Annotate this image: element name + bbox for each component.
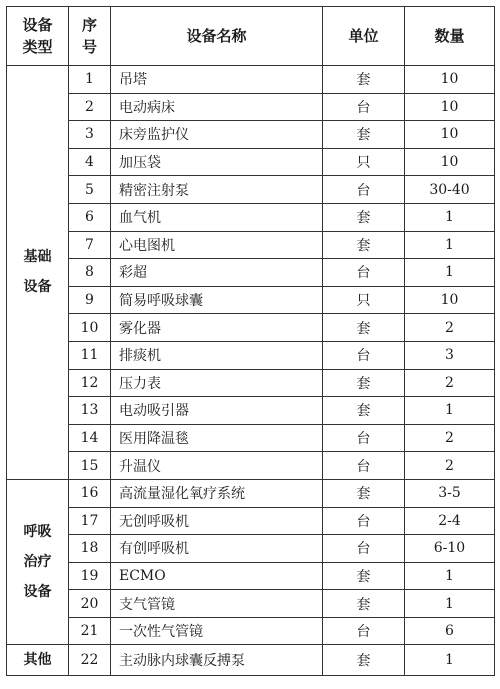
table-row	[7, 148, 495, 176]
table-row	[7, 424, 495, 452]
quantity-cell: 6-10	[405, 535, 495, 563]
quantity-cell: 2	[405, 369, 495, 397]
unit-cell: 套	[323, 479, 405, 507]
header-row	[7, 7, 495, 66]
quantity-cell: 1	[405, 231, 495, 259]
name-cell: 有创呼吸机	[111, 535, 323, 563]
unit-cell: 台	[323, 176, 405, 204]
quantity-cell: 6	[405, 617, 495, 645]
quantity-cell: 10	[405, 66, 495, 94]
unit-cell: 套	[323, 397, 405, 425]
name-cell: 心电图机	[111, 231, 323, 259]
quantity-cell: 30-40	[405, 176, 495, 204]
header-equipment-type	[7, 7, 69, 66]
seq-cell: 10	[69, 314, 111, 342]
name-cell: 床旁监护仪	[111, 121, 323, 149]
header-serial-number	[69, 7, 111, 66]
table-row	[7, 66, 495, 94]
quantity-cell: 3-5	[405, 479, 495, 507]
name-cell: ECMO	[111, 562, 323, 590]
category-label-line: 设备	[23, 584, 52, 601]
quantity-cell: 10	[405, 121, 495, 149]
name-cell: 排痰机	[111, 341, 323, 369]
quantity-cell: 2	[405, 314, 495, 342]
header-equipment-name: 设备名称	[111, 7, 323, 66]
name-cell: 支气管镜	[111, 590, 323, 618]
unit-cell: 只	[323, 286, 405, 314]
name-cell: 高流量湿化氧疗系统	[111, 479, 323, 507]
category-cell	[7, 66, 69, 480]
category-cell	[7, 479, 69, 645]
seq-cell: 14	[69, 424, 111, 452]
seq-cell: 3	[69, 121, 111, 149]
category-label-line: 呼吸	[23, 524, 52, 541]
name-cell: 无创呼吸机	[111, 507, 323, 535]
unit-cell: 套	[323, 314, 405, 342]
unit-cell: 台	[323, 452, 405, 480]
quantity-cell: 10	[405, 286, 495, 314]
seq-cell: 13	[69, 397, 111, 425]
quantity-cell: 1	[405, 397, 495, 425]
table-row	[7, 93, 495, 121]
header-quantity: 数量	[405, 7, 495, 66]
name-cell: 雾化器	[111, 314, 323, 342]
seq-cell: 8	[69, 259, 111, 287]
unit-cell: 套	[323, 231, 405, 259]
quantity-cell: 10	[405, 148, 495, 176]
seq-cell: 19	[69, 562, 111, 590]
table-row	[7, 645, 495, 676]
table-header	[7, 7, 495, 66]
category-cell	[7, 645, 69, 676]
table-row	[7, 397, 495, 425]
name-cell: 电动吸引器	[111, 397, 323, 425]
unit-cell: 套	[323, 369, 405, 397]
quantity-cell: 2	[405, 424, 495, 452]
unit-cell: 台	[323, 535, 405, 563]
name-cell: 简易呼吸球囊	[111, 286, 323, 314]
seq-cell: 20	[69, 590, 111, 618]
seq-cell: 11	[69, 341, 111, 369]
name-cell: 精密注射泵	[111, 176, 323, 204]
name-cell: 一次性气管镜	[111, 617, 323, 645]
unit-cell: 套	[323, 203, 405, 231]
name-cell: 升温仪	[111, 452, 323, 480]
table-row	[7, 369, 495, 397]
table-row	[7, 314, 495, 342]
table-row	[7, 259, 495, 287]
table-row	[7, 562, 495, 590]
name-cell: 主动脉内球囊反搏泵	[111, 645, 323, 676]
quantity-cell: 1	[405, 203, 495, 231]
name-cell: 医用降温毯	[111, 424, 323, 452]
name-cell: 压力表	[111, 369, 323, 397]
unit-cell: 套	[323, 645, 405, 676]
unit-cell: 台	[323, 259, 405, 287]
unit-cell: 套	[323, 562, 405, 590]
quantity-cell: 2	[405, 452, 495, 480]
quantity-cell: 1	[405, 562, 495, 590]
name-cell: 血气机	[111, 203, 323, 231]
name-cell: 彩超	[111, 259, 323, 287]
quantity-cell: 10	[405, 93, 495, 121]
category-label-line: 基础	[23, 249, 52, 266]
unit-cell: 套	[323, 121, 405, 149]
quantity-cell: 1	[405, 645, 495, 676]
unit-cell: 台	[323, 424, 405, 452]
seq-cell: 12	[69, 369, 111, 397]
category-label-line: 设备	[23, 279, 52, 296]
table-row	[7, 341, 495, 369]
seq-cell: 5	[69, 176, 111, 204]
seq-cell: 7	[69, 231, 111, 259]
header-unit: 单位	[323, 7, 405, 66]
quantity-cell: 3	[405, 341, 495, 369]
header-type-line2: 类型	[22, 38, 53, 56]
category-label-line: 其他	[23, 652, 52, 669]
seq-cell: 22	[69, 645, 111, 676]
equipment-table	[6, 6, 495, 676]
unit-cell: 台	[323, 93, 405, 121]
seq-cell: 17	[69, 507, 111, 535]
table-row	[7, 590, 495, 618]
header-type-line1: 设备	[22, 16, 53, 34]
header-seq-line2: 号	[81, 38, 97, 56]
table-row	[7, 176, 495, 204]
quantity-cell: 1	[405, 259, 495, 287]
table-body	[7, 66, 495, 676]
seq-cell: 9	[69, 286, 111, 314]
category-label-line: 治疗	[23, 554, 52, 571]
name-cell: 加压袋	[111, 148, 323, 176]
seq-cell: 2	[69, 93, 111, 121]
unit-cell: 台	[323, 617, 405, 645]
table-row	[7, 286, 495, 314]
unit-cell: 台	[323, 341, 405, 369]
unit-cell: 台	[323, 507, 405, 535]
name-cell: 吊塔	[111, 66, 323, 94]
seq-cell: 15	[69, 452, 111, 480]
table-row	[7, 121, 495, 149]
table-row	[7, 617, 495, 645]
unit-cell: 只	[323, 148, 405, 176]
quantity-cell: 2-4	[405, 507, 495, 535]
table-row	[7, 452, 495, 480]
seq-cell: 16	[69, 479, 111, 507]
table-row	[7, 231, 495, 259]
unit-cell: 套	[323, 590, 405, 618]
seq-cell: 6	[69, 203, 111, 231]
unit-cell: 套	[323, 66, 405, 94]
table-row	[7, 203, 495, 231]
quantity-cell: 1	[405, 590, 495, 618]
table-row	[7, 507, 495, 535]
seq-cell: 4	[69, 148, 111, 176]
seq-cell: 21	[69, 617, 111, 645]
table-row	[7, 479, 495, 507]
seq-cell: 1	[69, 66, 111, 94]
name-cell: 电动病床	[111, 93, 323, 121]
header-seq-line1: 序	[81, 16, 97, 34]
seq-cell: 18	[69, 535, 111, 563]
table-row	[7, 535, 495, 563]
